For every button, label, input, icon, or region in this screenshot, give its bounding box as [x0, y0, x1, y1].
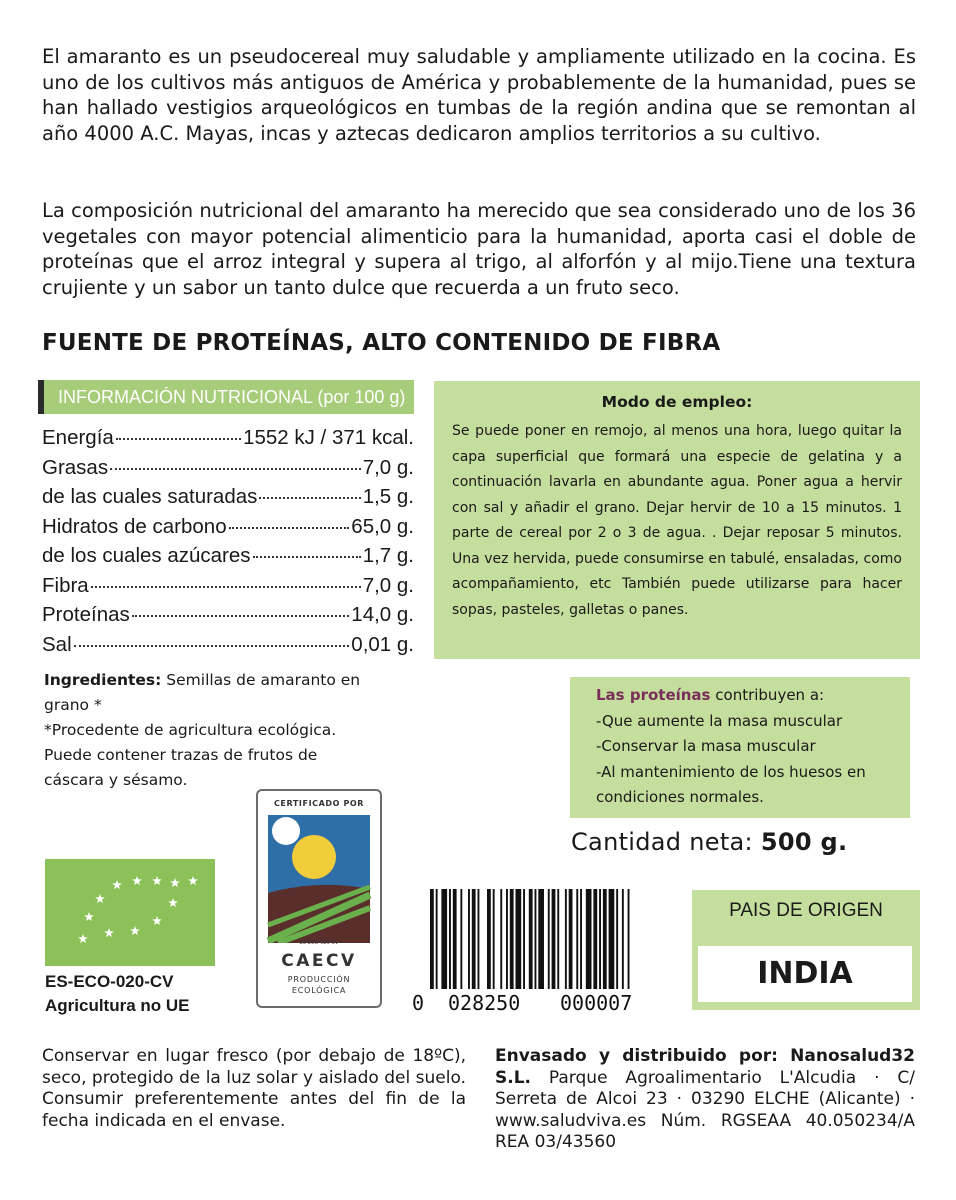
barcode-bar [493, 889, 495, 989]
eco-origin: Agricultura no UE [45, 996, 190, 1015]
eu-star-icon [132, 876, 142, 885]
dot-leader [110, 468, 361, 470]
ingredients-line [44, 668, 374, 718]
barcode-bar [506, 889, 508, 989]
nutrition-label: Sal [42, 632, 72, 656]
usage-title: Modo de empleo: [601, 393, 753, 411]
nutrition-row [42, 574, 414, 604]
nutrition-value: 65,0 g. [351, 514, 414, 538]
barcode-bar [599, 889, 601, 989]
ingredients-label: Ingredientes: [44, 671, 162, 689]
eu-star-icon [188, 876, 198, 885]
ingredients-note: *Procedente de agricultura ecológica. [44, 721, 337, 739]
nutrition-label: Fibra [42, 573, 89, 597]
barcode-bar [586, 889, 592, 989]
eco-certification [45, 970, 190, 1018]
barcode-digits-2: 028250 [448, 991, 521, 1012]
eu-star-icon [104, 928, 114, 937]
eu-star-icon [130, 926, 140, 935]
intro-paragraph-1: El amaranto es un pseudocereal muy saludable y ampliamente utilizado en la cocina. Es uno de los cultivos más antiguos de América y probablemente de la humanidad, pues se han hallado vestigios arqueológicos en tumbas de la región andina que se remontan al año 4000 A.C. Mayas, incas y aztecas dedicaron amplios territorios a su cultivo. [42, 45, 916, 145]
caecv-name: CAECV [281, 951, 357, 971]
barcode-bar [449, 889, 451, 989]
ingredients-text: Semillas de amaranto en grano * [44, 671, 361, 714]
eu-star-icon [78, 934, 88, 943]
origin-country: INDIA [698, 946, 912, 1002]
barcode-bar [436, 889, 438, 989]
net-quantity-value: 500 g. [760, 828, 848, 856]
distributor-address: Parque Agroalimentario L'Alcudia · C/ Serreta de Alcoi 23 · 03290 ELCHE (Alicante) · www.saludviva.es Núm. RGSEAA 40.050234/A REA 03/43560 [495, 1067, 915, 1152]
barcode-digits-3: 000007 [560, 991, 633, 1012]
nutrition-label: Energía [42, 426, 114, 449]
barcode-bar [441, 889, 447, 989]
net-quantity-label: Cantidad neta: [571, 828, 761, 856]
barcode-bar [529, 889, 533, 989]
storage-instructions: Conservar en lugar fresco (por debajo de 18ºC), seco, protegido de la luz solar y aislado del suelo. Consumir preferentemente antes del fin de la fecha indicada en el envase. [42, 1046, 466, 1131]
nutrition-row [42, 633, 414, 663]
barcode-bar [478, 889, 480, 989]
barcode-bars [408, 887, 670, 1012]
barcode-bar [468, 889, 470, 989]
barcode-bar [460, 889, 462, 989]
caecv-landscape-icon [258, 813, 380, 943]
protein-claim-item: -Conservar la masa muscular [596, 737, 816, 755]
barcode-bar [616, 889, 618, 989]
barcode-bar [628, 889, 630, 989]
eu-star-icon [152, 916, 162, 925]
barcode [408, 887, 670, 1012]
barcode-bar [523, 889, 525, 989]
barcode-bar [552, 889, 556, 989]
caecv-sub-1: PRODUCCIÓN [287, 975, 351, 984]
dot-leader [74, 645, 350, 647]
eu-star-icon [95, 894, 105, 903]
barcode-bar [603, 889, 607, 989]
barcode-bar [576, 889, 578, 989]
barcode-bar [593, 889, 597, 989]
protein-claims-box [570, 677, 910, 818]
eu-star-icon [84, 912, 94, 921]
eu-star-icon [168, 898, 178, 907]
dot-leader [229, 527, 350, 529]
nutrition-row [42, 544, 414, 574]
caecv-certified-by: CERTIFICADO POR [273, 799, 365, 808]
eu-organic-logo [45, 859, 215, 966]
origin-title: PAIS DE ORIGEN [729, 900, 883, 921]
ingredients-block [44, 668, 374, 793]
dot-leader [91, 586, 361, 588]
barcode-bar [510, 889, 514, 989]
nutrition-label: Hidratos de carbono [42, 514, 227, 538]
protein-claims-intro [596, 683, 910, 709]
dot-leader [116, 438, 241, 440]
dot-leader [253, 556, 361, 558]
nutrition-label: de los cuales azúcares [42, 544, 251, 567]
nutrition-value: 1,5 g. [362, 485, 414, 508]
nutrition-row [42, 485, 414, 515]
barcode-bar [609, 889, 615, 989]
dot-leader [132, 615, 350, 617]
barcode-bar [430, 889, 434, 989]
barcode-bar [569, 889, 573, 989]
caecv-subtitle [258, 974, 380, 996]
barcode-bar [538, 889, 544, 989]
net-quantity [571, 828, 847, 856]
barcode-bar [580, 889, 582, 989]
dot-leader [259, 497, 360, 499]
intro-paragraph-2: La composición nutricional del amaranto ha merecido que sea considerado uno de los 36 vegetales con mayor potencial alimenticio para la humanidad, aporta casi el doble de proteínas que el arroz integral y supera al trigo, al alforfón y al mijo.Tiene una textura crujiente y un sabor un tanto dulce que recuerda a un fruto seco. [42, 199, 916, 299]
distributor-info [495, 1046, 915, 1154]
nutrition-label: Proteínas [42, 603, 130, 626]
barcode-bar [500, 889, 502, 989]
eu-star-icon [112, 880, 122, 889]
headline: FUENTE DE PROTEÍNAS, ALTO CONTENIDO DE FIBRA [42, 330, 721, 356]
barcode-bar [487, 889, 491, 989]
caecv-sub-2: ECOLÓGICA [291, 986, 347, 995]
allergens-note: Puede contener trazas de frutos de cáscara y sésamo. [44, 746, 318, 789]
eco-code: ES-ECO-020-CV [45, 972, 174, 991]
protein-claim-item: -Al mantenimiento de los huesos en condiciones normales. [596, 762, 866, 806]
protein-highlight: Las proteínas [596, 686, 711, 704]
nutrition-value: 1552 kJ / 371 kcal. [243, 426, 414, 449]
barcode-bar [453, 889, 457, 989]
nutrition-value: 7,0 g. [362, 573, 414, 597]
nutrition-row [42, 515, 414, 545]
nutrition-row [42, 603, 414, 633]
protein-claim-item: -Que aumente la masa muscular [596, 711, 843, 730]
nutrition-value: 1,7 g. [362, 544, 414, 567]
barcode-bar [535, 889, 537, 989]
caecv-code: ES-ECO-020-CV [299, 940, 339, 946]
nutrition-row [42, 456, 414, 486]
country-of-origin-box [692, 890, 920, 1010]
nutrition-value: 7,0 g. [362, 455, 414, 479]
barcode-digit-1: 0 [412, 991, 425, 1012]
distributor-name: Envasado y distribuido por: Nanosalud32 S.L. [495, 1046, 915, 1088]
nutrition-value: 14,0 g. [351, 603, 414, 626]
nutrition-title: INFORMACIÓN NUTRICIONAL (por 100 g) [38, 380, 414, 414]
barcode-bar [548, 889, 550, 989]
nutrition-value: 0,01 g. [351, 632, 414, 656]
caecv-seal [256, 789, 382, 1008]
barcode-bar [472, 889, 476, 989]
nutrition-table [42, 426, 414, 662]
nutrition-label: Grasas [42, 455, 109, 479]
barcode-bar [557, 889, 559, 989]
barcode-bar [516, 889, 522, 989]
barcode-bar [565, 889, 567, 989]
usage-text: Se puede poner en remojo, al menos una hora, luego quitar la capa superficial que formará una especie de gelatina y a continuación lavarla en abundante agua. Poner agua a hervir con sal y añadir el grano. Dejar hervir de 10 a 15 minutos. 1 parte de cereal por 2 o 3 de agua. . Dejar reposar 5 minutos. Una vez hervida, puede consumirse en tabulé, ensaladas, como acompañamiento, etc También puede utilizarse para hacer sopas, pasteles, galletas o panes. [452, 423, 902, 618]
eu-star-icon [152, 876, 162, 885]
eu-leaf-stars-icon [45, 859, 215, 966]
nutrition-row [42, 426, 414, 456]
eu-star-icon [170, 878, 180, 887]
usage-instructions-box [434, 381, 920, 659]
protein-intro-text: contribuyen a: [710, 686, 825, 704]
barcode-bar [622, 889, 624, 989]
nutrition-label: de las cuales saturadas [42, 485, 258, 508]
